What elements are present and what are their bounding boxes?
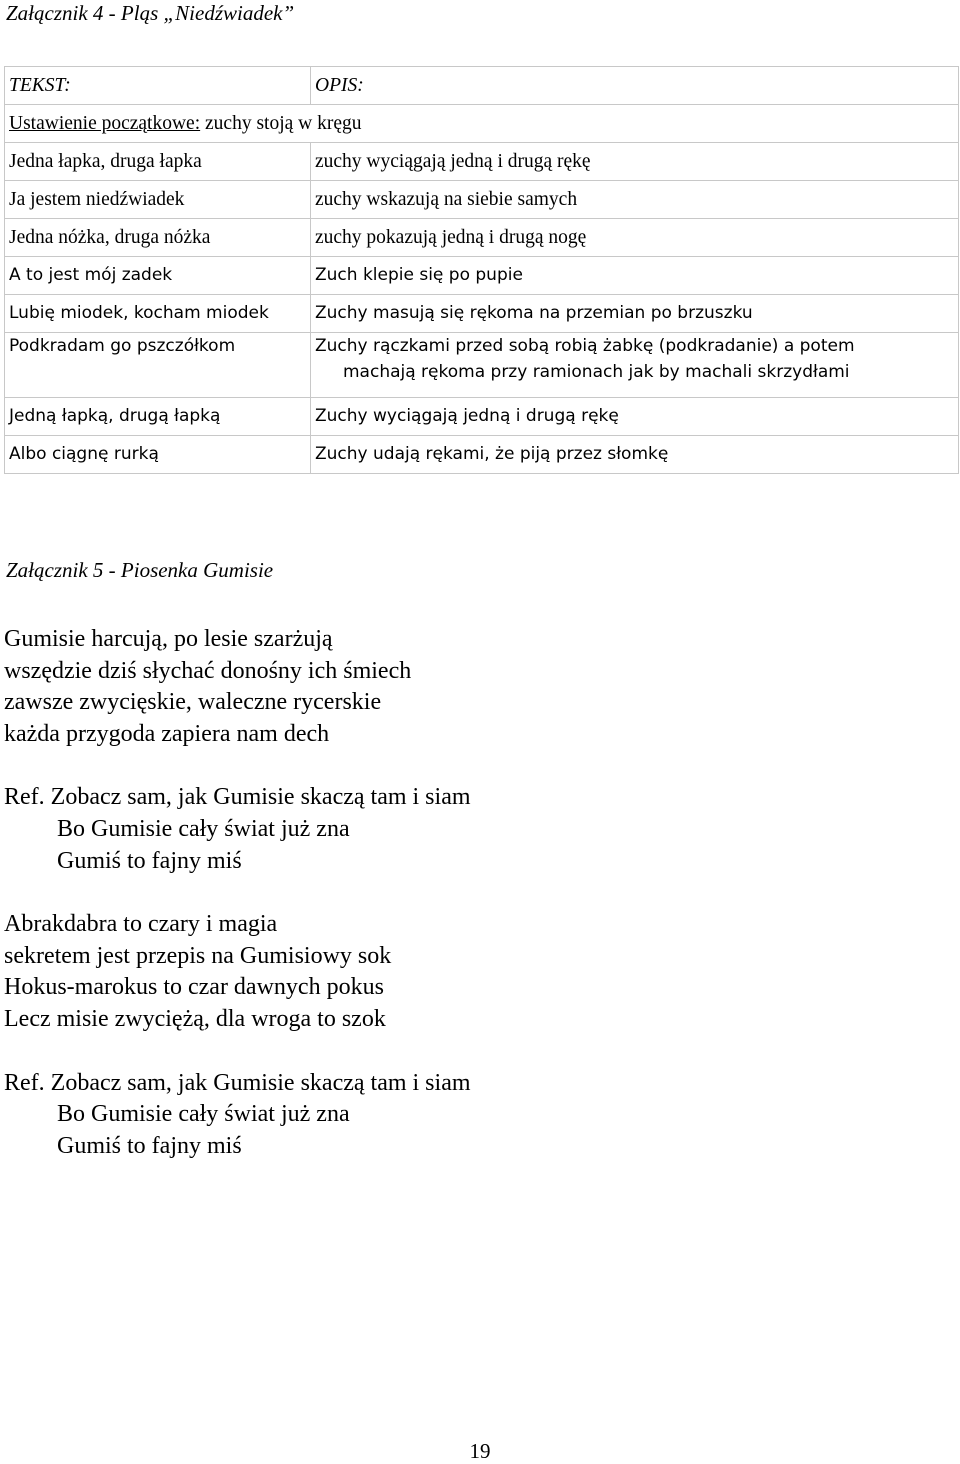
stanza-gap bbox=[4, 877, 471, 909]
table-row bbox=[5, 181, 959, 219]
setup-label: Ustawienie początkowe: bbox=[9, 113, 201, 134]
song-lyrics bbox=[4, 624, 471, 1162]
appendix-5-title: Załącznik 5 - Piosenka Gumisie bbox=[6, 558, 274, 582]
opis-cell: zuchy pokazują jedną i drugą nogę bbox=[311, 219, 959, 257]
opis-line-2: machają rękoma przy ramionach jak by machali skrzydłami bbox=[343, 362, 850, 382]
appendix-4-title: Załącznik 4 - Pląs „Niedźwiadek” bbox=[6, 1, 295, 25]
opis-cell: Zuchy wyciągają jedną i drugą rękę bbox=[311, 398, 959, 436]
dance-table bbox=[4, 66, 959, 474]
header-opis: OPIS: bbox=[311, 67, 959, 105]
verse-line: Gumisie harcują, po lesie szarżują bbox=[4, 626, 333, 652]
opis-line-1: Zuchy rączkami przed sobą robią żabkę (podkradanie) a potem bbox=[315, 336, 855, 356]
setup-text: zuchy stoją w kręgu bbox=[200, 113, 362, 134]
setup-cell bbox=[5, 105, 959, 143]
tekst-cell: Lubię miodek, kocham miodek bbox=[5, 295, 311, 333]
opis-cell bbox=[311, 333, 959, 398]
verse-line: Hokus-marokus to czar dawnych pokus bbox=[4, 974, 384, 1001]
table-row bbox=[5, 333, 959, 398]
tekst-line: Podkradam go pszczółkom bbox=[9, 336, 236, 356]
refrain-line: Ref. Zobacz sam, jak Gumisie skaczą tam i siam bbox=[4, 1069, 471, 1096]
opis-cell: zuchy wyciągają jedną i drugą rękę bbox=[311, 143, 959, 181]
verse-line: Abrakdabra to czary i magia bbox=[4, 911, 278, 938]
opis-cell: Zuch klepie się po pupie bbox=[311, 257, 959, 295]
verse-line: zawsze zwycięskie, waleczne rycerskie bbox=[4, 689, 382, 716]
tekst-cell bbox=[5, 333, 311, 398]
opis-cell: Zuchy udają rękami, że piją przez słomkę bbox=[311, 436, 959, 474]
refrain-line: Gumiś to fajny miś bbox=[57, 847, 242, 874]
tekst-cell: Albo ciągnę rurką bbox=[5, 436, 311, 474]
opis-cell: Zuchy masują się rękoma na przemian po brzuszku bbox=[311, 295, 959, 333]
tekst-cell: Jedna łapka, druga łapka bbox=[5, 143, 311, 181]
tekst-cell: Jedną łapką, drugą łapką bbox=[5, 398, 311, 436]
refrain-line: Ref. Zobacz sam, jak Gumisie skaczą tam i siam bbox=[4, 784, 471, 811]
refrain-line: Bo Gumisie cały świat już zna bbox=[57, 1101, 350, 1128]
table-row bbox=[5, 295, 959, 333]
table-row bbox=[5, 436, 959, 474]
tekst-cell: A to jest mój zadek bbox=[5, 257, 311, 295]
table-header-row bbox=[5, 67, 959, 105]
refrain-line: Gumiś to fajny miś bbox=[57, 1132, 242, 1159]
table-row bbox=[5, 257, 959, 295]
verse-line: sekretem jest przepis na Gumisiowy sok bbox=[4, 942, 392, 969]
setup-row bbox=[5, 105, 959, 143]
verse-line: wszędzie dziś słychać donośny ich śmiech bbox=[4, 657, 412, 684]
table-row bbox=[5, 143, 959, 181]
table-row bbox=[5, 219, 959, 257]
opis-cell: zuchy wskazują na siebie samych bbox=[311, 181, 959, 219]
tekst-cell: Jedna nóżka, druga nóżka bbox=[5, 219, 311, 257]
refrain-line: Bo Gumisie cały świat już zna bbox=[57, 815, 350, 842]
stanza-gap bbox=[4, 750, 471, 782]
stanza-gap bbox=[4, 1036, 471, 1068]
page-number: 19 bbox=[469, 1439, 491, 1463]
verse-line: Lecz misie zwyciężą, dla wroga to szok bbox=[4, 1005, 386, 1032]
table-row bbox=[5, 398, 959, 436]
header-tekst: TEKST: bbox=[5, 67, 311, 105]
tekst-cell: Ja jestem niedźwiadek bbox=[5, 181, 311, 219]
verse-line: każda przygoda zapiera nam dech bbox=[4, 720, 330, 747]
